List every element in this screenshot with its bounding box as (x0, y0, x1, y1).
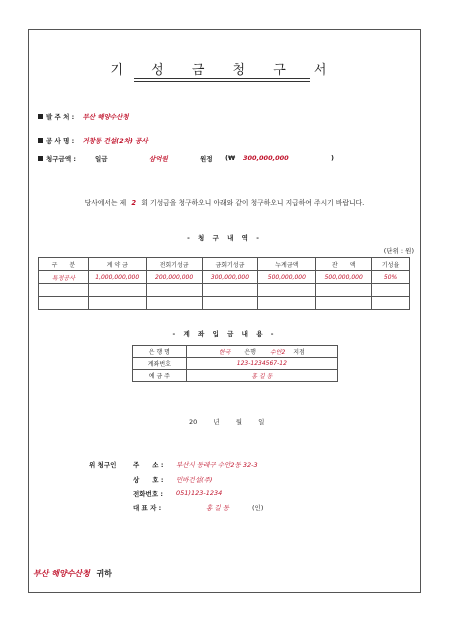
phone-label: 전화번호 : (133, 490, 163, 498)
table-header: 잔 액 (316, 258, 372, 271)
orderer-value: 부산 해양수산청 (82, 113, 129, 121)
company-label: 상 호 : (133, 476, 164, 484)
account-section-title: - 계 좌 입 금 내 용 - (172, 330, 277, 338)
intro-sentence (29, 197, 420, 207)
table-header: 계 약 금 (88, 258, 146, 271)
branch-name: 수안2 (269, 349, 286, 356)
holder-label: 예 금 주 (133, 370, 187, 382)
table-cell (39, 284, 89, 297)
recipient-line (33, 568, 112, 579)
table-cell (146, 297, 202, 310)
project-value: 거창동 건설(2차) 공사 (82, 137, 148, 145)
table-header: 구 분 (39, 258, 89, 271)
table-cell (202, 297, 258, 310)
amount-close: ) (331, 154, 334, 162)
representative-value: 홍 길 동 (206, 504, 229, 512)
table-cell (202, 284, 258, 297)
table-cell: 300,000,000 (202, 271, 258, 284)
amount-label: 청구금액 : (46, 155, 76, 163)
amount-open: (₩ (225, 154, 236, 162)
table-row (133, 346, 338, 358)
date-month-unit: 월 (235, 418, 242, 426)
table-row (39, 271, 410, 284)
recipient-name: 부산 해양수산청 (33, 569, 90, 578)
account-table (132, 345, 338, 382)
table-cell: 500,000,000 (258, 271, 316, 284)
bullet-square-icon (38, 114, 43, 119)
claimant-heading: 위 청구인 (89, 461, 117, 469)
company-value: 민바건설(주) (176, 476, 213, 484)
representative-label: 대 표 자 : (133, 504, 162, 512)
table-cell: 1,000,000,000 (88, 271, 146, 284)
bullet-square-icon (38, 156, 43, 161)
amount-prefix: 일금 (95, 155, 108, 163)
table-cell (372, 284, 410, 297)
table-row (133, 370, 338, 382)
table-header: 기성율 (372, 258, 410, 271)
claim-table (38, 257, 410, 310)
table-cell: 50% (372, 271, 410, 284)
table-header: 금회기성금 (202, 258, 258, 271)
table-cell: 500,000,000 (316, 271, 372, 284)
phone-value: 051)123-1234 (176, 489, 223, 497)
account-number: 123-1234567-12 (186, 358, 337, 370)
branch-word: 지점 (293, 349, 305, 356)
date-line (189, 417, 264, 426)
amount-korean: 삼억원 (149, 155, 168, 163)
project-row (38, 136, 148, 145)
table-row (39, 284, 410, 297)
title-underline (134, 78, 310, 79)
seal-mark: (인) (252, 504, 264, 512)
table-cell (316, 297, 372, 310)
address-value: 부산시 동래구 수안2동 32-3 (176, 461, 258, 469)
account-label: 계좌번호 (133, 358, 187, 370)
claim-section-title: - 청 구 내 역 - (187, 234, 262, 242)
orderer-label: 발 주 처 : (46, 113, 75, 121)
intro-number: 2 (131, 199, 137, 207)
date-year-unit: 년 (213, 418, 220, 426)
title-underline-double (134, 81, 310, 82)
holder-name: 홍 길 동 (186, 370, 337, 382)
table-cell: 200,000,000 (146, 271, 202, 284)
table-row (39, 297, 410, 310)
address-label: 주 소 : (133, 461, 164, 469)
amount-figure: 300,000,000 (243, 154, 289, 162)
claim-document (28, 29, 421, 593)
table-cell (316, 284, 372, 297)
bank-name: 한국 (218, 349, 231, 356)
table-cell (146, 284, 202, 297)
orderer-row (38, 112, 129, 121)
table-header: 전회기성금 (146, 258, 202, 271)
unit-note: (단위 : 원) (383, 247, 414, 255)
project-label: 공 사 명 : (46, 137, 75, 145)
table-cell (258, 284, 316, 297)
bullet-square-icon (38, 138, 43, 143)
bank-cell (186, 346, 337, 358)
bank-label: 은 행 명 (133, 346, 187, 358)
table-header-row (39, 258, 410, 271)
table-header: 누계금액 (258, 258, 316, 271)
amount-unit: 원정 (200, 155, 213, 163)
table-cell: 특정공사 (39, 271, 89, 284)
intro-before: 당사에서는 제 (84, 199, 127, 207)
document-title: 기 성 금 청 구 서 (110, 63, 339, 78)
table-cell (372, 297, 410, 310)
table-cell (88, 297, 146, 310)
bank-word: 은행 (244, 349, 256, 356)
table-cell (88, 284, 146, 297)
date-day-unit: 일 (258, 418, 265, 426)
recipient-suffix: 귀하 (96, 569, 112, 578)
amount-row (38, 154, 76, 163)
intro-after: 회 기성금을 청구하오니 아래와 같이 청구하오니 지급하여 주시기 바랍니다. (141, 199, 365, 207)
date-year: 20 (189, 418, 198, 426)
table-cell (258, 297, 316, 310)
table-row (133, 358, 338, 370)
table-cell (39, 297, 89, 310)
